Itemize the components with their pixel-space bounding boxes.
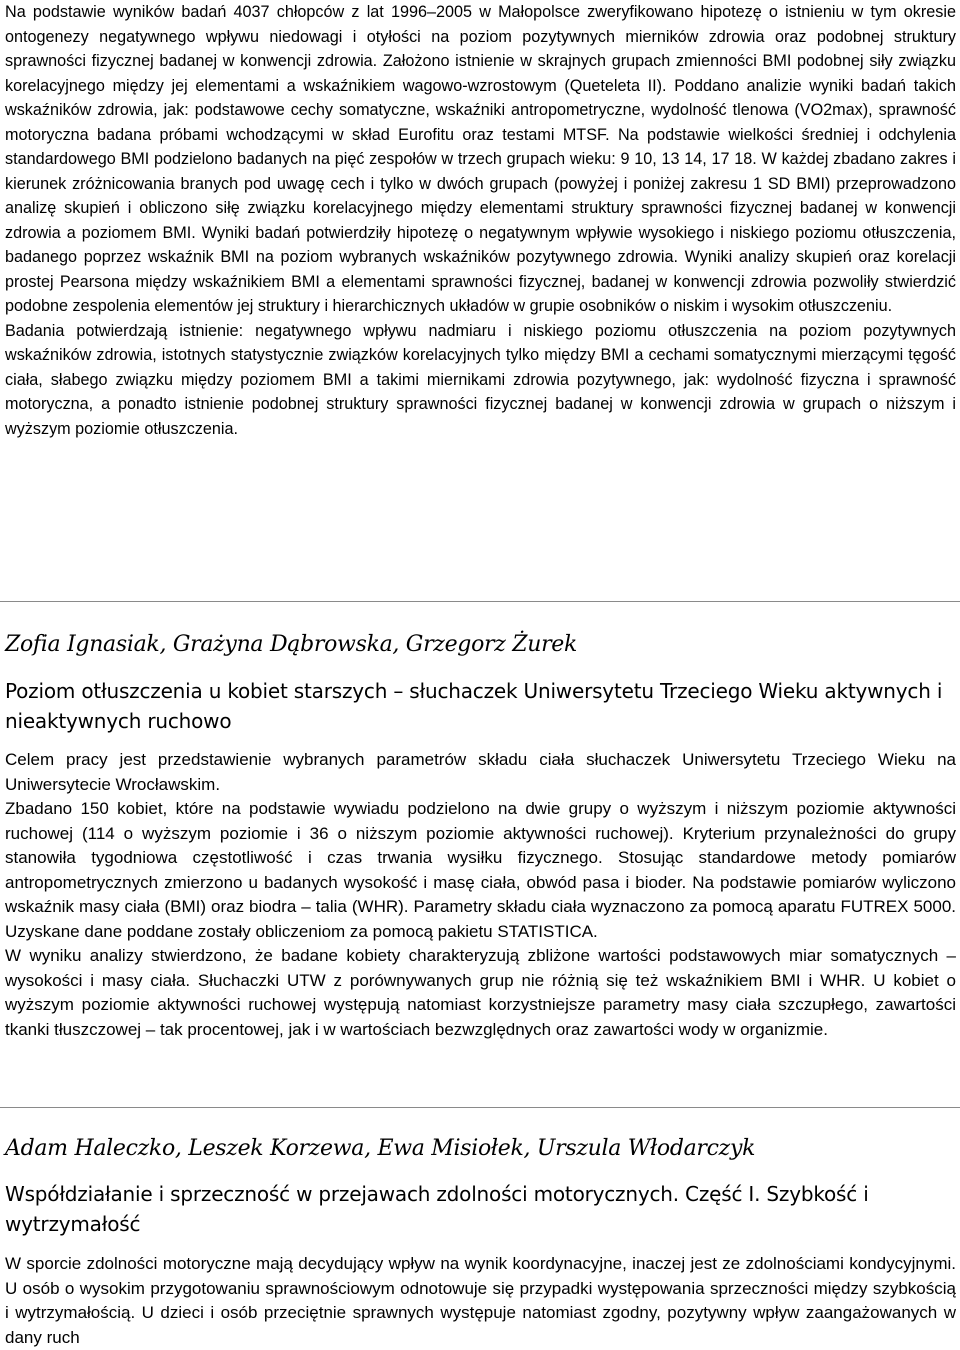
abstract-paragraph: W sporcie zdolności motoryczne mają decydujący wpływ na wynik koordynacyjne, inaczej jest ze zdolnościami kondycyjnymi. U osób o wysokim przygotowaniu sprawnościowym odnotowuje się przypadki występowania sprzeczności między szybkością i wytrzymałością. U dzieci i osób przeciętnie sprawnych występuje natomiast zgodny, pozytywny wpływ zaangażowanych w dany ruch — [5, 1254, 956, 1347]
previous-abstract — [5, 0, 956, 441]
abstract-paragraph: Badania potwierdzają istnienie: negatywnego wpływu nadmiaru i niskiego poziomu otłuszczenia na poziom pozytywnych wskaźników zdrowia, istotnych statystycznie związków korelacyjnych tylko między BMI a cechami somatycznymi mierzącymi tęgość ciała, słabego związku między poziomem BMI a takimi miernikami zdrowia pozytywnego, jak: wydolność fizyczna i sprawność motoryczna, a ponadto istnienie podobnej struktury sprawności fizycznej badanej w konwencji zdrowia w grupach o niższym i wyższym poziomie otłuszczenia. — [5, 321, 956, 438]
article-authors: Adam Haleczko, Leszek Korzewa, Ewa Misiołek, Urszula Włodarczyk — [5, 1136, 756, 1161]
abstract-paragraph: W wyniku analizy stwierdzono, że badane kobiety charakteryzują zbliżone wartości podstawowych miar somatycznych – wysokości i masy ciała. Słuchaczki UTW z porównywanych grup nie różnią się też wskaźnikiem BMI i WHR. U kobiet o wyższym poziomie aktywności ruchowej występują natomiast korzystniejsze parametry masy ciała szczupłego, zawartości tkanki tłuszczowej – tak procentowej, jak i w wartościach bezwzględnych oraz zawartości wody w organizmie. — [5, 946, 956, 1039]
abstract-paragraph: Zbadano 150 kobiet, które na podstawie wywiadu podzielono na dwie grupy o wyższym i niższym poziomie aktywności ruchowej (114 o wyższym poziomie i 36 o niższym poziomie aktywności ruchowej). Kryterium przynależności do grupy stanowiła tygodniowa częstotliwość i czas trwania wysiłku fizycznego. Stosując standardowe metody pomiarów antropometrycznych zmierzono u badanych wysokość i masę ciała, obwód pasa i bioder. Na podstawie pomiarów wyliczono wskaźnik masy ciała (BMI) oraz biodra – talia (WHR). Parametry składu ciała wyznaczono za pomocą aparatu FUTREX 5000. Uzyskane dane poddane zostały obliczeniom za pomocą pakietu STATISTICA. — [5, 799, 956, 941]
article-title: Poziom otłuszczenia u kobiet starszych – słuchaczek Uniwersytetu Trzeciego Wieku aktywnych i nieaktywnych ruchowo — [5, 679, 943, 733]
section-divider — [0, 1107, 960, 1108]
abstract-paragraph: Celem pracy jest przedstawienie wybranych parametrów składu ciała słuchaczek Uniwersytetu Trzeciego Wieku na Uniwersytecie Wrocławskim. — [5, 750, 956, 794]
article-ignasiak — [5, 630, 956, 1042]
article-title: Współdziałanie i sprzeczność w przejawach zdolności motorycznych. Część I. Szybkość i wytrzymałość — [5, 1182, 869, 1236]
article-haleczko — [5, 1134, 956, 1350]
section-divider — [0, 601, 960, 602]
abstract-paragraph: Na podstawie wyników badań 4037 chłopców z lat 1996–2005 w Małopolsce zweryfikowano hipotezę o istnieniu w tym okresie ontogenezy negatywnego wpływu niedowagi i otyłości na poziom pozytywnych mierników zdrowia oraz podobnej struktury sprawności fizycznej badanej w konwencji zdrowia. Założono istnienie w skrajnych grupach zmienności BMI podobnej siły związku korelacyjnego między jej elementami a wskaźnikiem wagowo-wzrostowym (Queteleta II). Poddano analizie wyniki badań takich wskaźników zdrowia, jak: podstawowe cechy somatyczne, wskaźniki antropometryczne, wydolność tlenowa (VO2max), sprawność motoryczna badana próbami wchodzącymi w skład Eurofitu oraz testami MTSF. Na podstawie wielkości średniej i odchylenia standardowego BMI podzielono badanych na pięć zespołów w trzech grupach wieku: 9 10, 13 14, 17 18. W każdej zbadano zakres i kierunek zróżnicowania branych pod uwagę cech i tylko w dwóch grupach (powyżej i poniżej zakresu 1 SD BMI) przeprowadzono analizę skupień i obliczono siłę związku korelacyjnego między elementami struktury sprawności fizycznej badanej w konwencji zdrowia a poziomem BMI. Wyniki badań potwierdziły hipotezę o negatywnym wpływie wysokiego i niskiego poziomu otłuszczenia, badanego poprzez wskaźnik BMI na poziom wybranych wskaźników pozytywnego zdrowia. Wyniki analizy skupień oraz korelacji prostej Pearsona między wskaźnikiem BMI a elementami sprawności fizycznej, badanej w konwencji zdrowia pozwoliły stwierdzić podobne zespolenia elementów jej struktury i hierarchicznych układów w grupie osobników o niskim i wysokim otłuszczeniu. — [5, 3, 956, 315]
article-authors: Zofia Ignasiak, Grażyna Dąbrowska, Grzegorz Żurek — [5, 632, 578, 657]
